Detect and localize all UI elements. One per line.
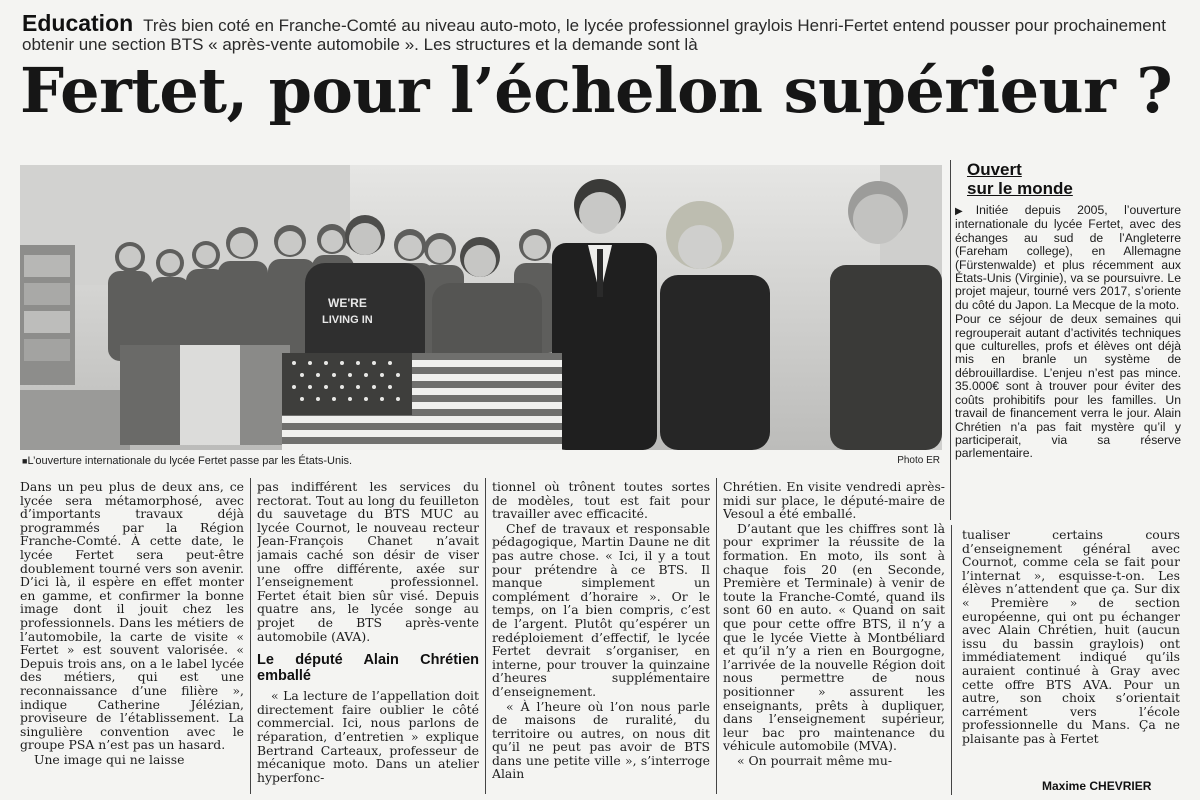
paragraph: « On pourrait même mu-	[737, 752, 893, 768]
us-flag-illustration	[282, 353, 562, 450]
column-divider	[716, 478, 717, 794]
rubric-label: Education	[22, 14, 134, 36]
article-header	[22, 14, 1182, 54]
paragraph: « La lecture de l’appellation doit directement faire oublier le côté commercial. Ici, nous parlons de réparation, d’entretien » explique Bertrand Carteaux, professeur de mécanique moto. Dans un atelier hyperfonc-	[257, 688, 479, 785]
photo-illustration	[20, 165, 942, 450]
column-divider	[485, 478, 486, 794]
paragraph: D’autant que les chiffres sont là pour exprimer la réussite de la formation. En moto, ils sont à chaque fois 20 (en Seconde, Première et Terminale) à venir de toute la Franche-Comté, quand ils sont 60 en auto. « Quand on sait que pour cette offre BTS, il n’y a que le lycée Viette à Montbéliard et qu’il n’y a rien en Bourgogne, l’arrivée de la nouvelle Région doit nous permettre de nous positionner » assurent les enseignants, prêts à dupliquer, dans l’enseignement supérieur, leur bac pro maintenance du véhicule automobile (MVA).	[723, 520, 945, 754]
sidebar-title	[967, 160, 1181, 198]
sidebar-title-line-1: Ouvert	[967, 160, 1022, 179]
text-column-3	[492, 480, 710, 798]
paragraph: Chrétien. En visite vendredi après-midi sur place, le député-maire de Vesoul a été emballé.	[723, 480, 945, 522]
headline: Fertet, pour l’échelon supérieur ?	[20, 54, 1173, 127]
sidebar-paragraph: Pour ce séjour de deux semaines qui regrouperait autant d’activités techniques que culturelles, profs et élèves ont déjà mis en branle un système de débrouillardise. L’enjeu n’est pas mince. 35.000€ sont à trouver pour éviter des coûts prohibitifs pour les familles. Un travail de financement verra le jour. Alain Chrétien n’a pas fait mystère qu’il y participerait, via sa réserve parlementaire.	[955, 312, 1181, 461]
sidebar-box	[955, 160, 1181, 520]
column-divider	[951, 525, 952, 795]
photo-credit: Photo ER	[897, 455, 940, 466]
photo-caption-row	[22, 452, 940, 472]
sidebar-title-line-2: sur le monde	[967, 179, 1073, 198]
lead-text: Très bien coté en Franche-Comté au niveau auto-moto, le lycée professionnel graylois Henri-Fertet entend pousser pour prochainement obtenir une section BTS « après-vente automobile ». Les structures et la demande sont là	[22, 16, 1166, 54]
sidebar-paragraph: ▶ Initiée depuis 2005, l’ouverture internationale du lycée Fertet, avec des échanges au sud de l’Angleterre (Fareham college), en Allemagne (Fürstenwalde) et plus récemment aux États-Unis (Virginie), va se poursuivre. Le projet majeur, tourné vers 2017, s’oriente du côté du Japon. La Mecque de la moto.	[955, 204, 1181, 312]
text-column-4	[723, 480, 945, 798]
paragraph: tualiser certains cours d’enseignement général avec Cournot, comme cela se fait pour l’internat », esquisse-t-on. Les élèves n’attendent que ça. Sur dix « Première » de section européenne, qui ont pu échanger avec Alain Chrétien, huit (aucun issu du bassin graylois) ont immédiatement indiqué qu’ils auraient continué à Gray avec cette offre BTS AVA. Pour un autre, son choix s’orientait carrément vers l’école professionnelle du Mans. Ça ne plaisante pas à Fertet	[962, 528, 1180, 746]
paragraph: Chef de travaux et responsable pédagogique, Martin Daune ne dit pas autre chose. « Ici, il y a tout pour prétendre à ce BTS. Il manque simplement un complément d’horaire ». Or le temps, on l’a bien compris, c’est de l’argent. Plutôt qu’espérer un redéploiement d’effectif, le lycée Fertet devrait s’organiser, en interne, pour trouver la quinzaine d’heures supplémentaire d’enseignement.	[492, 520, 710, 699]
paragraph: pas indifférent les services du rectorat. Tout au long du feuilleton du sauvetage du BTS MUC au lycée Cournot, le nouveau recteur Jean-François Chanet n’avait jamais caché son désir de viser une offre différente, axée sur l’enseignement professionnel. Fertet était bien sûr visé. Depuis quatre ans, le lycée songe au projet de BTS après-vente automobile (AVA).	[257, 480, 479, 644]
paragraph: Une image qui ne laisse	[34, 751, 185, 767]
shirt-text-2: LIVING IN	[322, 314, 373, 326]
column-divider	[250, 478, 251, 794]
paragraph: tionnel où trônent toutes sortes de modèles, tout est fait pour travailler avec efficacité.	[492, 480, 710, 522]
article-photo	[20, 165, 942, 450]
text-column-5	[962, 528, 1180, 776]
author-signature: Maxime CHEVRIER	[1042, 779, 1152, 793]
text-column-1	[20, 480, 244, 798]
text-column-2	[257, 480, 479, 798]
paragraph: « À l’heure où l’on nous parle de maisons de ruralité, du territoire ou autres, on nous dit qu’il ne peut pas avoir de BTS dans une petite ville », s’interroge Alain	[492, 698, 710, 782]
sidebar-divider	[950, 160, 951, 520]
photo-caption: ■ L’ouverture internationale du lycée Fertet passe par les États-Unis.	[22, 455, 352, 467]
shirt-text-1: WE'RE	[328, 296, 367, 310]
paragraph: Dans un peu plus de deux ans, ce lycée sera métamorphosé, avec d’importants travaux déjà programmés par la Région Franche-Comté. À cette date, le lycée Fertet sera peut-être doublement tourné vers son avenir. D’ici là, il espère en effet monter en gamme, et confirmer la bonne image dont il jouit chez les professionnels. Dans les métiers de l’automobile, la carte de visite « Fertet » est souvent valorisée. « Depuis trois ans, on a le label lycée des métiers, qui est une reconnaissance d’une filière », indique Catherine Jélézian, proviseure de l’établissement. La singulière convention avec le groupe PSA n’est pas un hasard.	[20, 480, 244, 753]
subheading: Le député Alain Chrétien emballé	[257, 652, 479, 685]
